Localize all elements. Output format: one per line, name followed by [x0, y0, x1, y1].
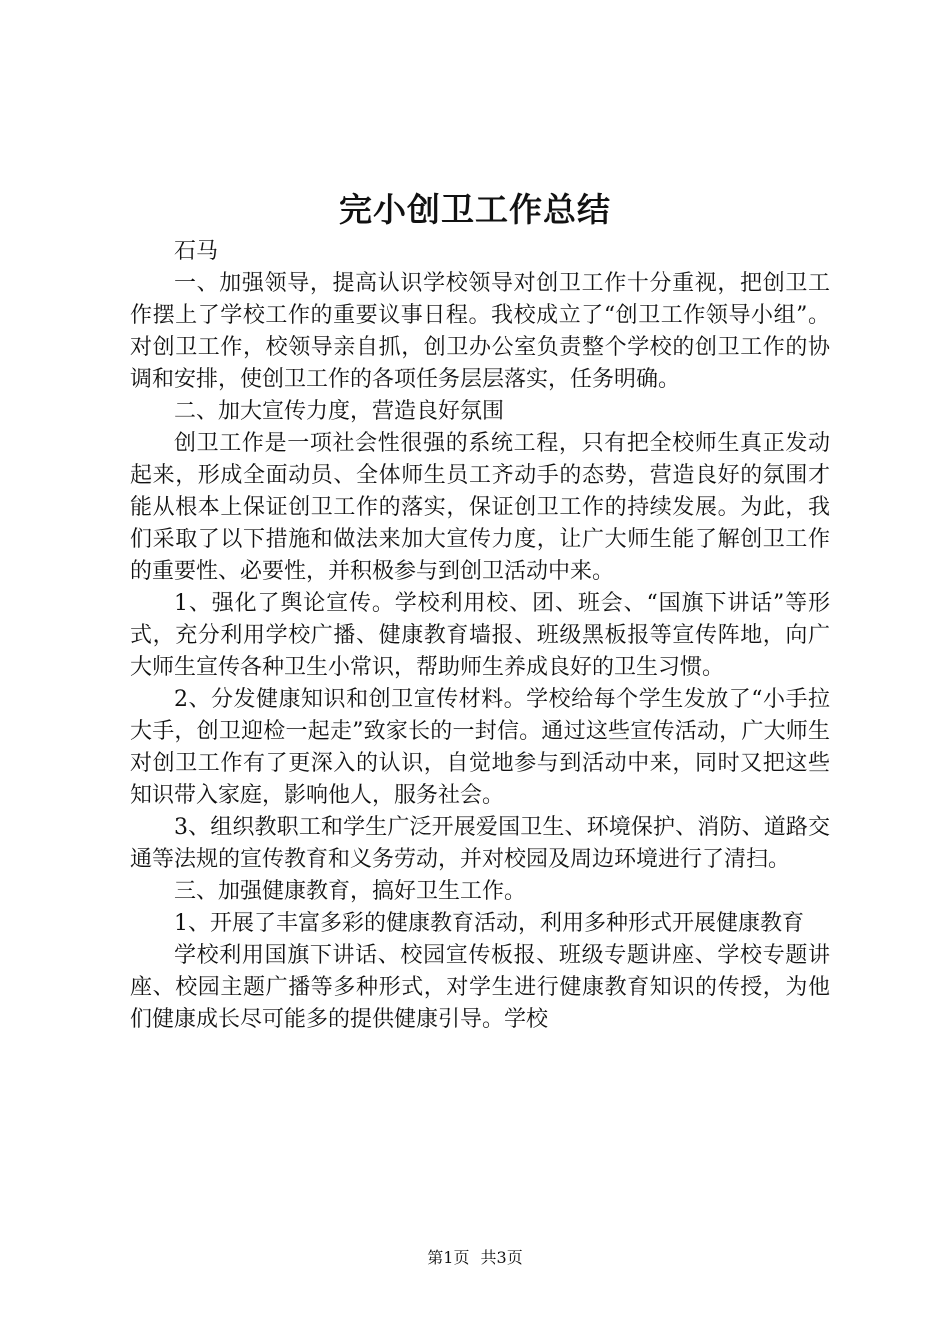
- page-number: 第1页: [427, 1248, 470, 1267]
- document-title: 完小创卫工作总结: [339, 190, 611, 229]
- heading-section-3: 三、加强健康教育，搞好卫生工作。: [174, 879, 527, 904]
- paragraph-item-2: 2、分发健康知识和创卫宣传材料。学校给每个学生发放了“小手拉大手，创卫迎检一起走”致家长的一封信。通过这些宣传活动，广大师生对创卫工作有了更深入的认识，自觉地参与到活动中来，同时又把这些知识带入家庭，影响他人，服务社会。: [130, 687, 830, 808]
- paragraph-section-2-intro: 创卫工作是一项社会性很强的系统工程，只有把全校师生真正发动起来，形成全面动员、全体师生员工齐动手的态势，营造良好的氛围才能从根本上保证创卫工作的落实，保证创卫工作的持续发展。为此，我们采取了以下措施和做法来加大宣传力度，让广大师生能了解创卫工作的重要性、必要性，并积极参与到创卫活动中来。: [130, 431, 830, 584]
- author-line: 石马: [174, 239, 219, 264]
- paragraph-section-1: 一、加强领导，提高认识学校领导对创卫工作十分重视，把创卫工作摆上了学校工作的重要议事日程。我校成立了“创卫工作领导小组”。对创卫工作，校领导亲自抓，创卫办公室负责整个学校的创卫工作的协调和安排，使创卫工作的各项任务层层落实，任务明确。: [130, 271, 830, 392]
- document-body: [130, 236, 830, 1036]
- page-total: 共3页: [480, 1248, 523, 1267]
- heading-section-2: 二、加大宣传力度，营造良好氛围: [174, 399, 505, 424]
- page-footer: [0, 1245, 950, 1268]
- paragraph-section-3-body: 学校利用国旗下讲话、校园宣传板报、班级专题讲座、学校专题讲座、校园主题广播等多种形式，对学生进行健康教育知识的传授，为他们健康成长尽可能多的提供健康引导。学校: [130, 943, 830, 1032]
- paragraph-item-3: 3、组织教职工和学生广泛开展爱国卫生、环境保护、消防、道路交通等法规的宣传教育和义务劳动，并对校园及周边环境进行了清扫。: [130, 815, 830, 872]
- paragraph-section-3-item-1: 1、开展了丰富多彩的健康教育活动，利用多种形式开展健康教育: [174, 911, 804, 936]
- paragraph-item-1: 1、强化了舆论宣传。学校利用校、团、班会、“国旗下讲话”等形式，充分利用学校广播、健康教育墙报、班级黑板报等宣传阵地，向广大师生宣传各种卫生小常识，帮助师生养成良好的卫生习惯。: [130, 591, 830, 680]
